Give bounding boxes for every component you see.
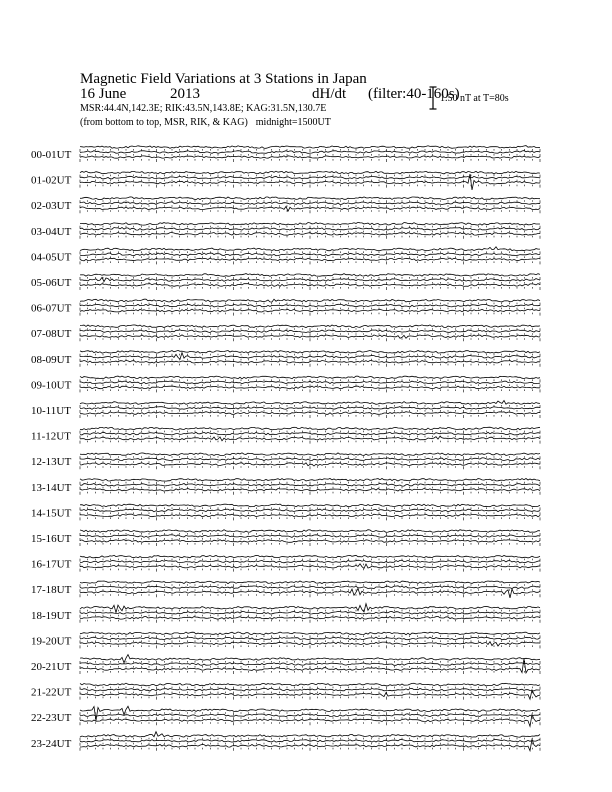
minute-ticks [80,697,540,700]
date-day: 16 June [80,86,127,102]
minute-ticks [80,569,540,572]
trace-kag [80,683,540,686]
row-label: 18-19UT [31,609,72,622]
trace-kag [80,274,540,277]
hour-row [31,504,540,520]
trace-kag [80,376,540,379]
minute-ticks [80,671,540,674]
row-label: 03-04UT [31,225,72,238]
hour-row [31,401,540,419]
minute-ticks [80,415,540,418]
scale-label: 1.50 nT at T=80s [440,93,509,104]
trace-kag [80,530,540,533]
hour-row [31,453,540,469]
minute-ticks [80,615,540,618]
hour-row [31,581,540,598]
minute-ticks [80,620,540,623]
minute-ticks [80,666,540,669]
trace-kag [80,325,540,328]
row-label: 01-02UT [31,174,72,187]
hour-row [31,632,540,648]
trace-kag [80,632,540,635]
hour-row [31,706,540,726]
minute-ticks [80,748,540,751]
hour-row [31,427,540,443]
minute-ticks [80,645,540,648]
minute-ticks [80,287,540,290]
row-label: 22-23UT [31,712,72,725]
hour-row [31,247,540,265]
row-label: 07-08UT [31,328,72,341]
parameter-label: dH/dt [312,86,347,102]
minute-ticks [80,492,540,495]
minute-ticks [80,441,540,444]
row-label: 19-20UT [31,635,72,648]
hour-row [31,350,540,366]
minute-ticks [80,210,540,213]
minute-ticks [80,389,540,392]
minute-ticks [80,543,540,546]
minute-ticks [80,687,540,690]
trace-kag [80,427,540,430]
midnight-note: midnight=1500UT [255,117,331,128]
hour-row [31,555,540,571]
trace-kag [80,732,540,738]
trace-kag [80,146,540,149]
minute-ticks [80,313,540,316]
minute-ticks [80,384,540,387]
hour-row [31,222,540,238]
minute-ticks [80,722,540,725]
minute-ticks [80,517,540,520]
row-label: 04-05UT [31,251,72,264]
minute-ticks [80,231,540,234]
row-label: 15-16UT [31,533,72,545]
row-label: 20-21UT [31,661,72,673]
row-label: 16-17UT [31,558,72,571]
hour-row [31,732,540,751]
minute-ticks [80,594,540,597]
trace-kag [80,504,540,507]
minute-ticks [80,338,540,341]
hour-row [31,299,540,315]
row-label: 05-06UT [31,277,72,289]
row-label: 10-11UT [31,405,71,417]
hour-row [31,655,540,674]
hour-row [31,146,540,162]
row-label: 02-03UT [31,200,72,213]
chart-title: Magnetic Field Variations at 3 Stations in Japan [80,71,367,87]
order-note: (from bottom to top, MSR, RIK, & KAG) [80,117,248,128]
trace-kag [80,299,540,302]
hour-row [31,479,540,495]
row-label: 21-22UT [31,686,72,699]
row-label: 13-14UT [31,481,72,494]
row-label: 12-13UT [31,456,72,469]
hour-row [31,376,540,392]
hour-row [31,171,540,190]
trace-kag [80,350,540,353]
minute-ticks [80,364,540,367]
trace-kag [80,581,540,584]
minute-ticks [80,159,540,162]
minute-ticks [80,559,540,562]
hour-row [31,274,540,290]
minute-ticks [80,261,540,264]
row-label: 09-10UT [31,379,72,392]
row-label: 00-01UT [31,149,72,161]
minute-ticks [80,226,540,229]
minute-ticks [80,712,540,715]
minute-ticks [80,717,540,720]
hour-row [31,530,540,546]
trace-kag [80,197,540,200]
trace-msr [80,659,540,673]
minute-ticks [80,236,540,239]
row-label: 11-12UT [31,430,71,443]
minute-ticks [80,466,540,469]
trace-kag [80,453,540,456]
row-label: 08-09UT [31,353,72,366]
row-label: 14-15UT [31,507,72,520]
trace-kag [80,401,540,405]
filter-label: (filter:40-160s) [368,86,460,102]
minute-ticks [80,538,540,541]
hour-row [31,325,540,341]
hour-row [31,604,540,623]
minute-ticks [80,354,540,357]
row-label: 06-07UT [31,302,72,315]
trace-kag [80,479,540,482]
trace-kag [80,555,540,558]
hour-row [31,197,540,213]
hour-row [31,683,540,699]
row-label: 23-24UT [31,737,72,750]
trace-kag [80,222,540,225]
trace-kag [80,247,540,251]
minute-ticks [80,200,540,203]
row-label: 17-18UT [31,584,72,597]
station-coordinates: MSR:44.4N,142.3E; RIK:43.5N,143.8E; KAG:31.5N,130.7E [80,103,327,114]
date-year: 2013 [170,86,200,102]
minute-ticks [80,175,540,178]
trace-kag [80,171,540,174]
